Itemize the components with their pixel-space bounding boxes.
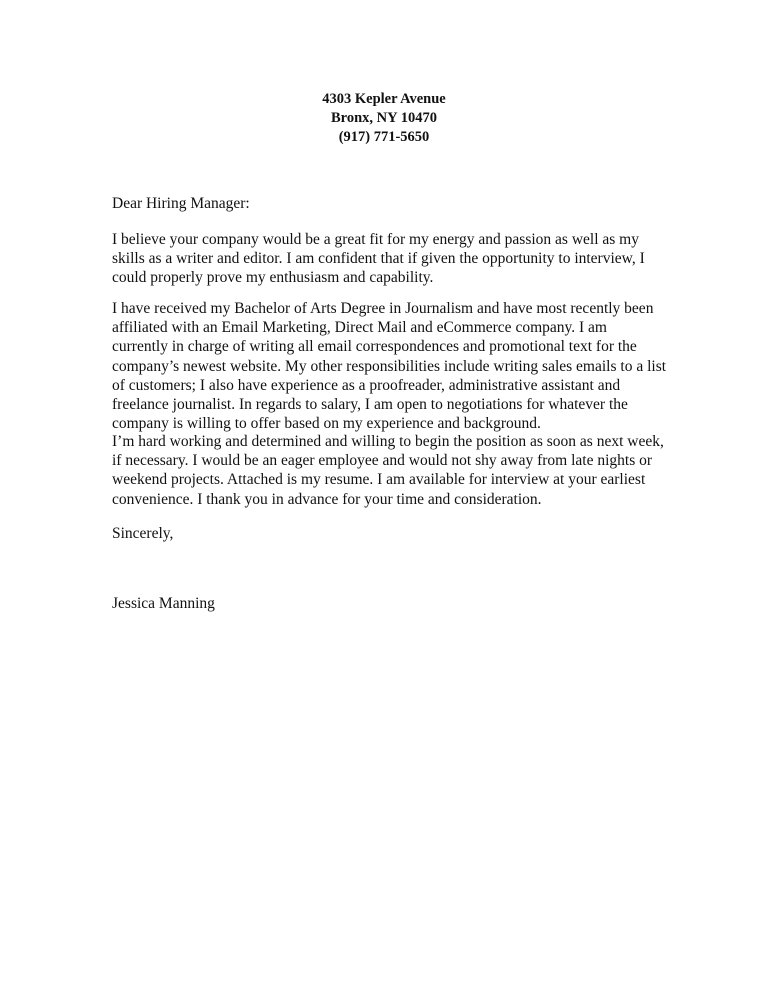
address-street: 4303 Kepler Avenue: [322, 91, 446, 107]
paragraph-line: could properly prove my enthusiasm and capability.: [112, 269, 434, 287]
closing: Sincerely,: [112, 525, 174, 542]
paragraph-line: if necessary. I would be an eager employee and would not shy away from late nights or: [112, 452, 653, 470]
paragraph-line: company is willing to offer based on my experience and background.: [112, 415, 541, 433]
paragraph-line: I believe your company would be a great fit for my energy and passion as well as my: [112, 231, 639, 248]
paragraph-line: I have received my Bachelor of Arts Degree in Journalism and have most recently been: [112, 300, 654, 317]
paragraph-line: convenience. I thank you in advance for your time and consideration.: [112, 490, 542, 508]
sender-address: [234, 90, 534, 147]
paragraph-3: [112, 432, 672, 509]
paragraph-line: weekend projects. Attached is my resume. I am available for interview at your earliest: [112, 471, 646, 489]
paragraph-line: company’s newest website. My other responsibilities include writing sales emails to a list: [112, 357, 667, 375]
paragraph-line: currently in charge of writing all email correspondences and promotional text for the: [112, 338, 637, 356]
paragraph-line: affiliated with an Email Marketing, Direct Mail and eCommerce company. I am: [112, 319, 607, 337]
paragraph-line: of customers; I also have experience as a proofreader, administrative assistant and: [112, 376, 621, 394]
address-phone: (917) 771-5650: [338, 129, 430, 145]
paragraph-line: freelance journalist. In regards to salary, I am open to negotiations for whatever the: [112, 396, 628, 414]
salutation: Dear Hiring Manager:: [112, 195, 250, 212]
address-city: Bronx, NY 10470: [331, 110, 437, 126]
paragraph-1: [112, 230, 672, 288]
paragraph-line: I’m hard working and determined and willing to begin the position as soon as next week,: [112, 433, 664, 450]
paragraph-line: skills as a writer and editor. I am confident that if given the opportunity to interview, I: [112, 250, 645, 268]
signature-name: Jessica Manning: [112, 595, 215, 612]
paragraph-2: [112, 299, 672, 433]
